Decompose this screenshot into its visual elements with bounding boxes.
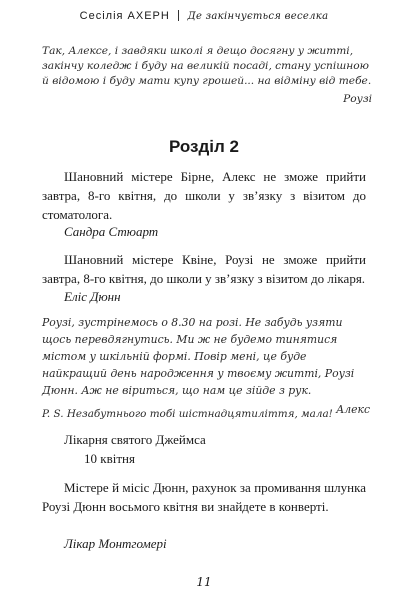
- letter-byrne-text: Шановний містере Бірне, Алекс не зможе прийти завтра, 8-го квітня, до школи у зв’язку з візитом до стоматолога.: [42, 169, 366, 222]
- hospital-sender: Лікарня святого Джеймса: [64, 432, 206, 447]
- hospital-date: 10 квітня: [84, 451, 135, 466]
- handwritten-note-text: Так, Алексе, і завдяки школі я дещо досягну у житті, закінчу коледж і буду на великій посаді, стану успішною й відомою і буду мати купу грошей... на відміну від тебе.: [42, 45, 372, 87]
- running-head: [0, 10, 408, 22]
- handwritten-note-alex-text: Роузі, зустрінемось о 8.30 на розі. Не забудь узяти щось перевдягнутись. Ми ж не будемо тинятися містом у шкільній формі. Повір мені, це буде найкращий день народження у твоєму житті, Роузі Дюнн. Аж не віриться, що нам це зійде з рук.: [42, 316, 355, 397]
- letter-quinn-text: Шановний містере Квіне, Роузі не зможе прийти завтра, 8-го квітня, до школи у зв’язку з візитом до лікаря.: [42, 252, 366, 286]
- handwritten-note-signature: Роузі: [343, 93, 372, 105]
- hospital-letter-text: Містере й місіс Дюнн, рахунок за промивання шлунка Роузі Дюнн восьмого квітня ви знайдете в конверті.: [42, 480, 366, 514]
- letter-byrne-signature: Сандра Стюарт: [64, 224, 159, 239]
- running-head-author: Сесілія АХЕРН: [79, 10, 170, 22]
- page-number: 11: [196, 575, 212, 589]
- chapter-heading: Розділ 2: [168, 137, 240, 156]
- letter-quinn-signature: Еліс Дюнн: [64, 289, 121, 304]
- postscript: P. S. Незабутнього тобі шістнадцятиліття, малa!: [42, 408, 333, 420]
- handwritten-note-alex: [42, 314, 370, 418]
- handwritten-note-alex-signature: Алекс: [336, 403, 370, 416]
- handwritten-note-rosie: [42, 44, 372, 107]
- running-head-separator: [178, 10, 179, 21]
- hospital-letter-signature: Лікар Монтгомері: [64, 536, 167, 551]
- running-head-book-title: Де закінчується веселка: [187, 11, 329, 22]
